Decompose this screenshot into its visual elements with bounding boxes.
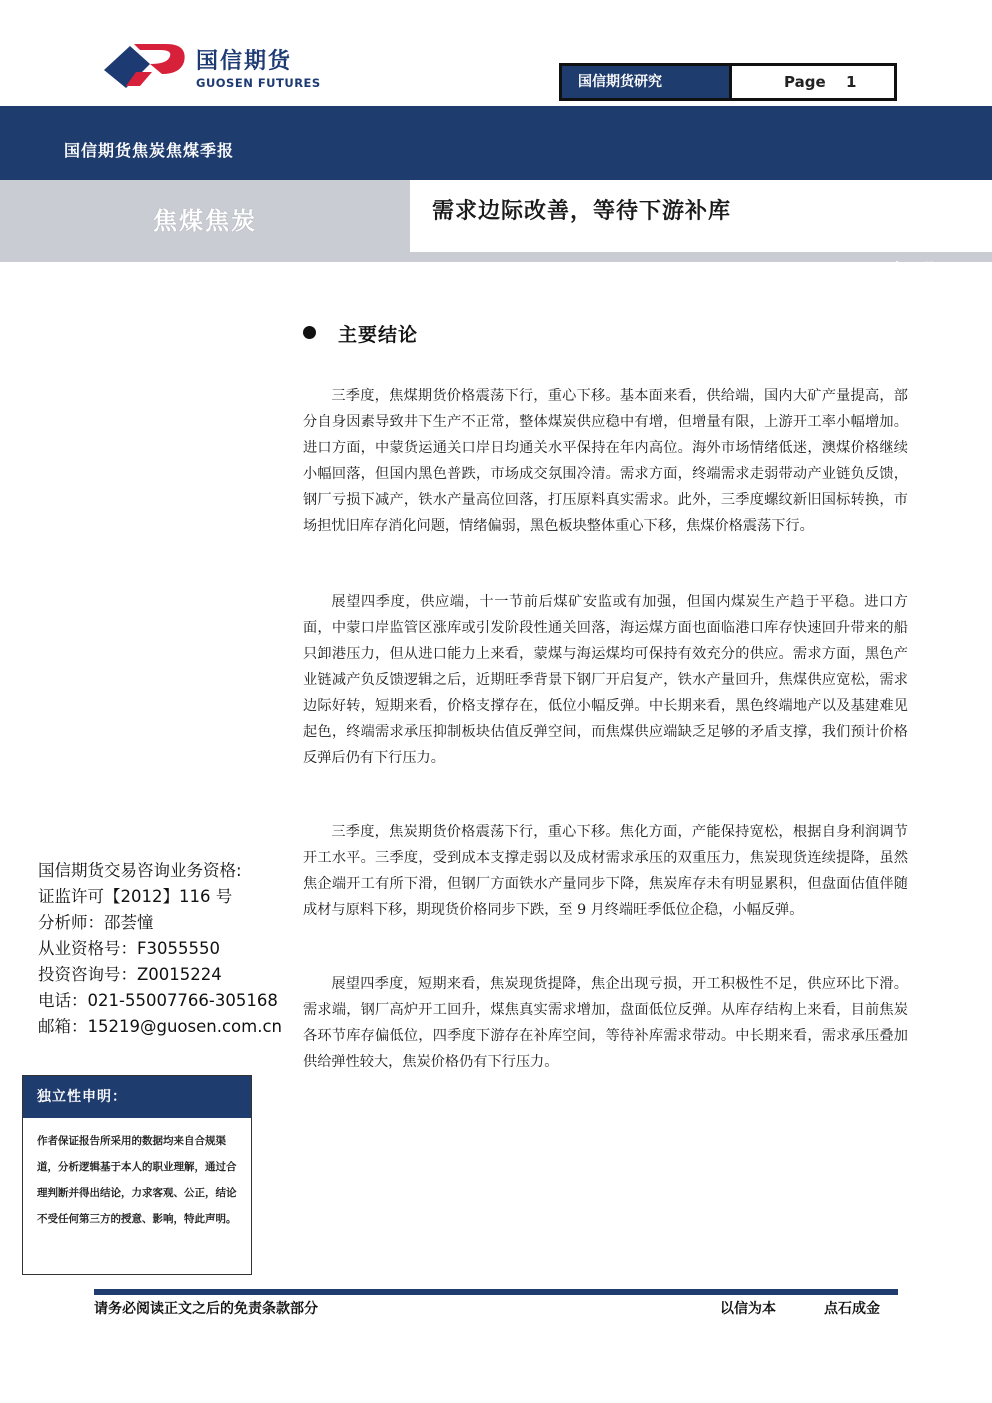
page-label: Page xyxy=(784,73,826,91)
phone-number: 电话：021-55007766-305168 xyxy=(38,991,278,1010)
email-address: 邮箱：15219@guosen.com.cn xyxy=(38,1017,282,1036)
badge-divider xyxy=(729,66,732,98)
statement-text: 作者保证报告所采用的数据均来自合规渠道，分析逻辑基于本人的职业理解，通过合理判断并得出结论，力求客观、公正，结论不受任何第三方的授意、影响，特此声明。 xyxy=(37,1135,237,1225)
report-type: 国信期货焦炭焦煤季报 xyxy=(64,141,235,160)
independence-statement xyxy=(22,1075,252,1275)
footer-slogan-2: 点石成金 xyxy=(824,1301,880,1317)
paragraph: 三季度，焦炭期货价格震荡下行，重心下移。焦化方面，产能保持宽松，根据自身利润调节开工水平。三季度，受到成本支撑走弱以及成材需求承压的双重压力，焦炭现货连续提降，虽然焦企端开工有所下滑，但钢厂方面铁水产量同步下降，焦炭库存未有明显累积，但盘面估值伴随成材与原料下移，期现货价格同步下跌，至 9 月终端旺季低位企稳，小幅反弹。 xyxy=(303,824,908,918)
qualification-label: 国信期货交易咨询业务资格: xyxy=(38,861,242,880)
analyst-info xyxy=(38,858,290,1040)
section-title: 主要结论 xyxy=(338,324,419,346)
company-logo xyxy=(104,40,334,100)
report-date: 2023 年 9 月 22 日 xyxy=(853,260,974,275)
certificate-number: 从业资格号：F3055550 xyxy=(38,939,220,958)
license-number: 证监许可【2012】116 号 xyxy=(38,887,233,906)
research-page-badge xyxy=(559,63,897,101)
analyst-name: 分析师：邵荟憧 xyxy=(38,913,154,932)
report-type-bar xyxy=(0,106,992,180)
logo-name-cn: 国信期货 xyxy=(196,49,293,74)
footer-rule xyxy=(94,1289,898,1295)
paragraph: 展望四季度，短期来看，焦炭现货提降，焦企出现亏损，开工积极性不足，供应环比下滑。需求端，钢厂高炉开工回升，煤焦真实需求增加，盘面低位反弹。从库存结构上来看，目前焦炭各环节库存偏低位，四季度下游存在补库空间，等待补库需求带动。中长期来看，需求承压叠加供给弹性较大，焦炭价格仍有下行压力。 xyxy=(303,976,908,1070)
page-number: 1 xyxy=(846,73,857,91)
research-label: 国信期货研究 xyxy=(562,66,729,98)
footer-slogan-1: 以信为本 xyxy=(720,1301,776,1317)
advisory-number: 投资咨询号：Z0015224 xyxy=(38,965,222,984)
statement-title: 独立性申明： xyxy=(23,1076,251,1118)
bullet-icon xyxy=(303,326,316,339)
guosen-logo-icon xyxy=(104,40,188,92)
paragraph: 展望四季度，供应端，十一节前后煤矿安监或有加强，但国内煤炭生产趋于平稳。进口方面，中蒙口岸监管区涨库或引发阶段性通关回落，海运煤方面也面临港口库存快速回升带来的船只卸港压力，但从进口能力上来看，蒙煤与海运煤均可保持有效充分的供应。需求方面，黑色产业链减产负反馈逻辑之后，近期旺季背景下钢厂开启复产，铁水产量回升，焦煤供应宽松，需求边际好转，短期来看，价格支撑存在，低位小幅反弹。中长期来看，黑色终端地产以及基建难见起色，终端需求承压抑制板块估值反弹空间，而焦煤供应端缺乏足够的矛盾支撑，我们预计价格反弹后仍有下行压力。 xyxy=(303,594,908,766)
logo-name-en: GUOSEN FUTURES xyxy=(196,76,321,90)
footer-notice: 请务必阅读正文之后的免责条款部分 xyxy=(94,1301,318,1317)
report-headline: 需求边际改善，等待下游补库 xyxy=(432,199,732,224)
paragraph: 三季度，焦煤期货价格震荡下行，重心下移。基本面来看，供给端，国内大矿产量提高，部分自身因素导致井下生产不正常，整体煤炭供应稳中有增，但增量有限，上游开工率小幅增加。进口方面，中蒙货运通关口岸日均通关水平保持在年内高位。海外市场情绪低迷，澳煤价格继续小幅回落，但国内黑色普跌，市场成交氛围冷清。需求方面，终端需求走弱带动产业链负反馈，钢厂亏损下减产，铁水产量高位回落，打压原料真实需求。此外，三季度螺纹新旧国标转换，市场担忧旧库存消化问题，情绪偏弱，黑色板块整体重心下移，焦煤价格震荡下行。 xyxy=(303,388,908,534)
report-category: 焦煤焦炭 xyxy=(153,207,257,235)
